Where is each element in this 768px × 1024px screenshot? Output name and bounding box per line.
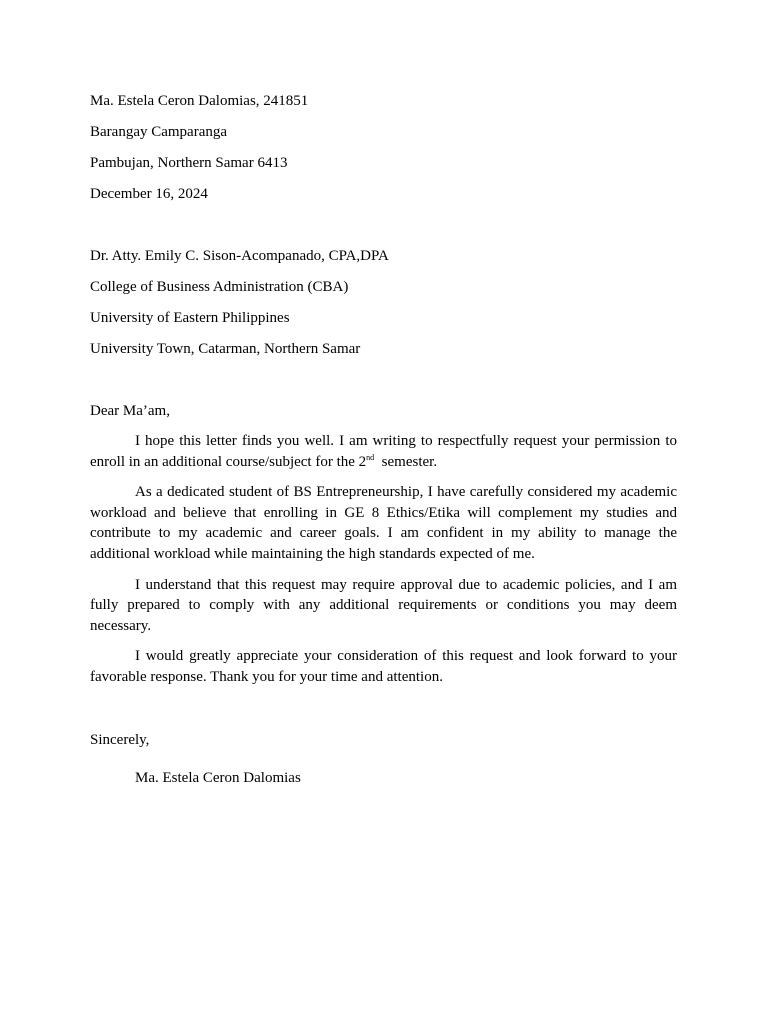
letter-date: December 16, 2024 [90, 186, 208, 202]
body-paragraph-4: I would greatly appreciate your consideration of this request and look forward to your favorable response. Thank you for your time and attention. [90, 648, 677, 685]
sender-name: Ma. Estela Ceron Dalomias, 241851 [90, 93, 309, 109]
signature-name: Ma. Estela Ceron Dalomias [135, 769, 301, 786]
sender-address-line-2: Pambujan, Northern Samar 6413 [90, 155, 288, 171]
body-paragraph-2: As a dedicated student of BS Entrepreneurship, I have carefully considered my academic workload and believe that enrolling in GE 8 Ethics/Etika will complement my studies and contribute to my academic and career goals. I am confident in my ability to manage the additional workload while maintaining the high standards expected of me. [90, 484, 677, 562]
letter-body [90, 431, 677, 688]
recipient-block [90, 246, 677, 359]
sender-address-line-1: Barangay Camparanga [90, 124, 228, 140]
body-paragraph-3: I understand that this request may require approval due to academic policies, and I am fully prepared to comply with any additional requirements or conditions you may deem necessary. [90, 576, 677, 634]
letter-page [90, 91, 677, 788]
salutation: Dear Ma’am, [90, 403, 170, 419]
ordinal-suffix: nd [366, 452, 375, 462]
recipient-address: University Town, Catarman, Northern Samar [90, 341, 361, 357]
recipient-department: College of Business Administration (CBA) [90, 279, 349, 295]
body-paragraph-1 [90, 431, 677, 472]
body-paragraph-1-end: semester. [374, 453, 438, 470]
sender-block [90, 91, 677, 204]
recipient-name: Dr. Atty. Emily C. Sison-Acompanado, CPA,DPA [90, 248, 389, 264]
closing: Sincerely, [90, 731, 150, 748]
recipient-university: University of Eastern Philippines [90, 310, 290, 326]
body-paragraph-1-text: I hope this letter finds you well. I am writing to respectfully request your permission to enroll in an additional course/subject for the 2 [90, 433, 677, 470]
